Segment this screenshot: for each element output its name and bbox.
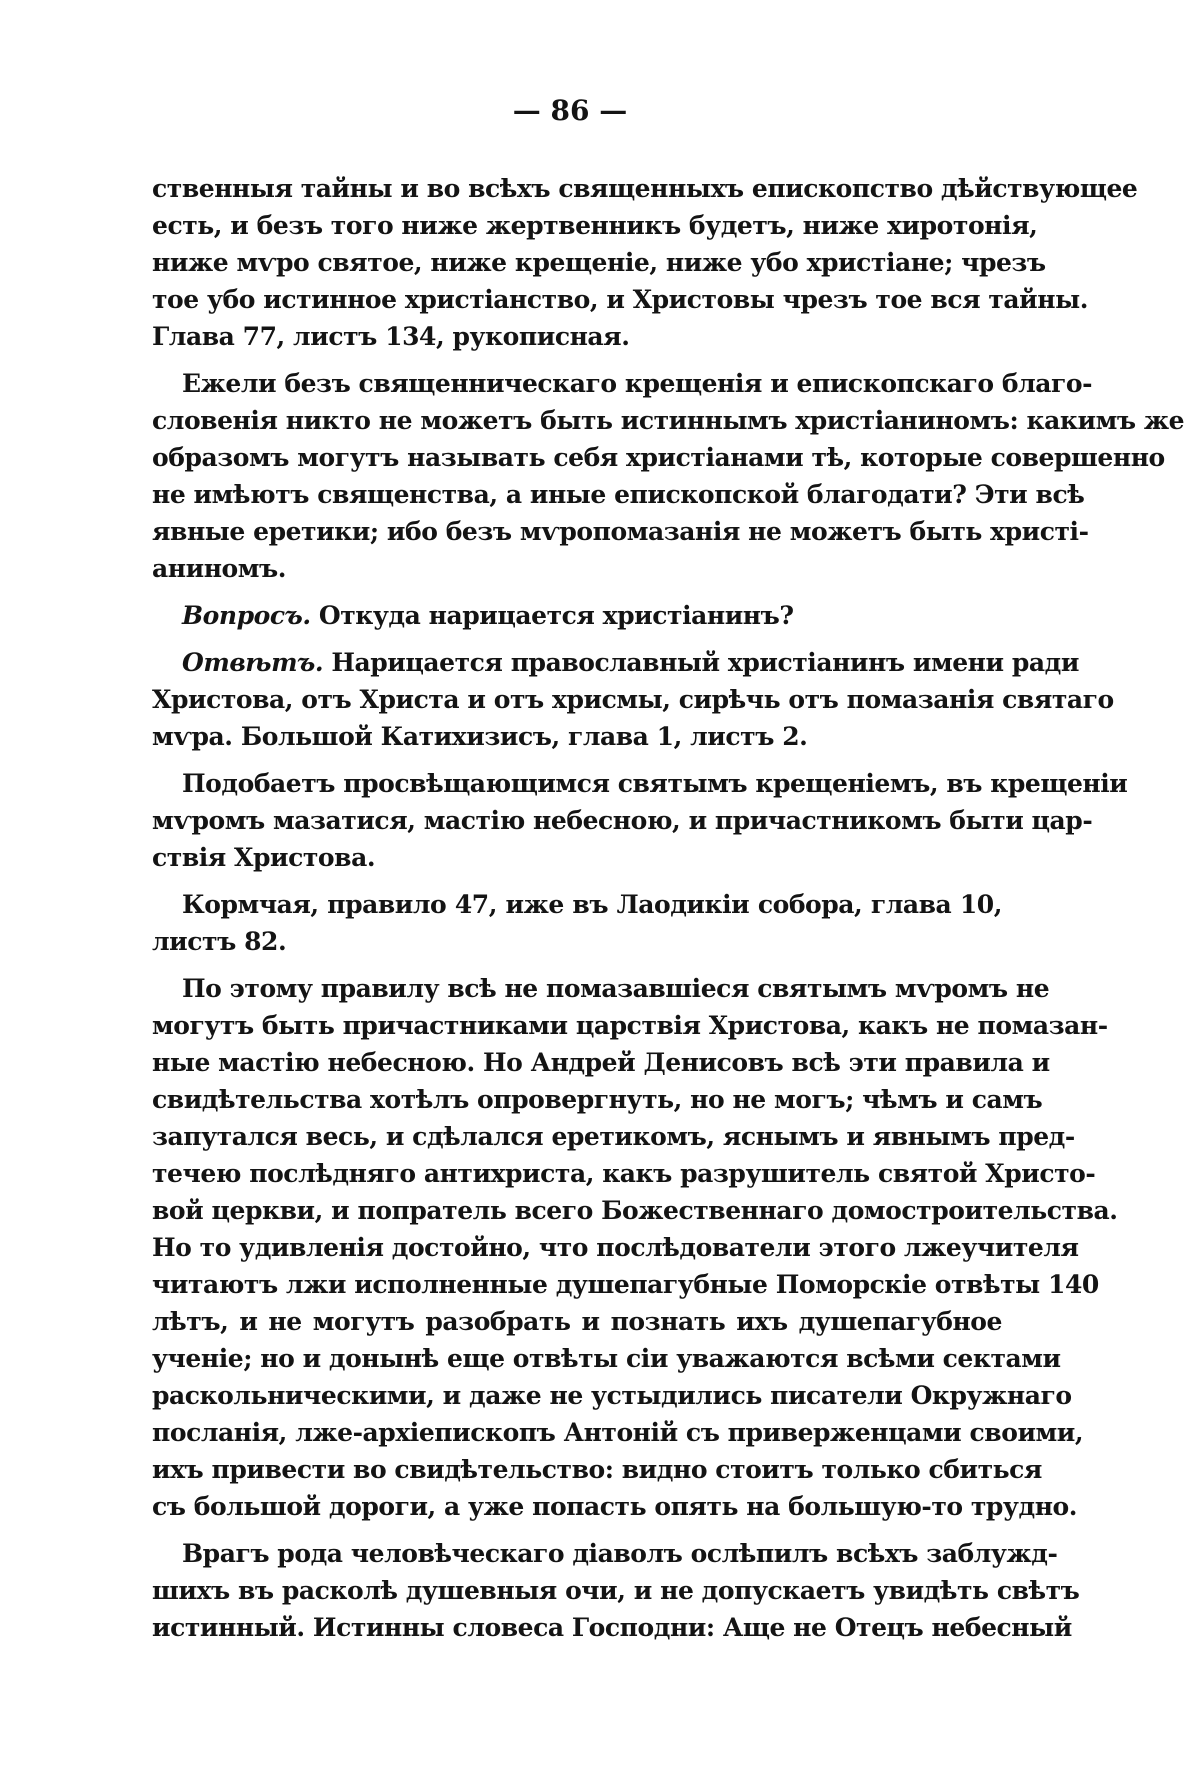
text-line: ученіе; но и донынѣ еще отвѣты сіи уважаются всѣми сектами <box>152 1344 1061 1373</box>
paragraph <box>152 170 1138 355</box>
answer-paragraph <box>152 644 1114 755</box>
text-line: съ большой дороги, а уже попасть опять на большую-то трудно. <box>152 1492 1078 1521</box>
text-line: Кормчая, правило 47, иже въ Лаодикіи собора, глава 10, <box>182 890 1002 919</box>
text-line: По этому правилу всѣ не помазавшіеся святымъ мѵромъ не <box>182 974 1050 1003</box>
text-line: ственныя тайны и во всѣхъ священныхъ епископство дѣйствующее <box>152 174 1138 203</box>
text-line: словенія никто не можетъ быть истиннымъ христіаниномъ: какимъ же <box>152 406 1184 435</box>
text-line: Но то удивленія достойно, что послѣдователи этого лжеучителя <box>152 1233 1079 1262</box>
text-line: течею послѣдняго антихриста, какъ разрушитель святой Христо- <box>152 1159 1096 1188</box>
text-line: мѵра. Большой Катихизисъ, глава 1, листъ 2. <box>152 722 808 751</box>
text-line: ствія Христова. <box>152 843 376 872</box>
question-text: Откуда нарицается христіанинъ? <box>318 601 794 630</box>
text-line: листъ 82. <box>152 927 287 956</box>
text-line: посланія, лже-архіепископъ Антоній съ приверженцами своими, <box>152 1418 1084 1447</box>
text-line: читаютъ лжи исполненные душепагубные Поморскіе отвѣты 140 <box>152 1270 1099 1299</box>
text-line: Подобаетъ просвѣщающимся святымъ крещеніемъ, въ крещеніи <box>182 769 1128 798</box>
text-line: ихъ привести во свидѣтельство: видно стоитъ только сбиться <box>152 1455 1042 1484</box>
text-line: могутъ быть причастниками царствія Христова, какъ не помазан- <box>152 1011 1108 1040</box>
text-line: образомъ могутъ называть себя христіанами тѣ, которые совершенно <box>152 443 1165 472</box>
paragraph <box>152 765 1128 876</box>
text-line: не имѣютъ священства, а иные епископской благодати? Эти всѣ <box>152 480 1085 509</box>
text-line: Христова, отъ Христа и отъ хрисмы, сирѣчь отъ помазанія святаго <box>152 685 1114 714</box>
answer-label: Отвѣтъ. <box>182 648 324 677</box>
text-line: Глава 77, листъ 134, рукописная. <box>152 322 630 351</box>
paragraph <box>152 886 1002 960</box>
text-line: есть, и безъ того ниже жертвенникъ будетъ, ниже хиротонія, <box>152 211 1038 240</box>
text-line: запутался весь, и сдѣлался еретикомъ, яснымъ и явнымъ пред- <box>152 1122 1075 1151</box>
text-line: раскольническими, и даже не устыдились писатели Окружнаго <box>152 1381 1072 1410</box>
page-number: — 86 — <box>512 94 628 127</box>
text-line: аниномъ. <box>152 554 287 583</box>
text-line: тое убо истинное христіанство, и Христовы чрезъ тое вся тайны. <box>152 285 1088 314</box>
text-line: мѵромъ мазатися, мастію небесною, и причастникомъ быти цар- <box>152 806 1093 835</box>
text-line: ниже мѵро святое, ниже крещеніе, ниже убо христіане; чрезъ <box>152 248 1046 277</box>
text-line: свидѣтельства хотѣлъ опровергнуть, но не могъ; чѣмъ и самъ <box>152 1085 1043 1114</box>
paragraph <box>152 1535 1080 1646</box>
answer-text: Нарицается православный христіанинъ имени ради <box>331 648 1079 677</box>
text-line: Врагъ рода человѣческаго діаволъ ослѣпилъ всѣхъ заблужд- <box>182 1539 1058 1568</box>
question-paragraph <box>152 597 1002 634</box>
text-line: явные еретики; ибо безъ мѵропомазанія не можетъ быть христі- <box>152 517 1089 546</box>
paragraph <box>152 365 1184 587</box>
text-line: лѣтъ, и не могутъ разобрать и познать ихъ душепагубное <box>152 1307 1002 1336</box>
page-text <box>152 170 1184 1656</box>
text-line: шихъ въ расколѣ душевныя очи, и не допускаетъ увидѣть свѣтъ <box>152 1576 1080 1605</box>
question-label: Вопросъ. <box>182 601 311 630</box>
text-line <box>152 644 1079 681</box>
paragraph <box>152 970 1118 1525</box>
text-line: ные мастію небесною. Но Андрей Денисовъ всѣ эти правила и <box>152 1048 1050 1077</box>
text-line <box>152 597 1002 634</box>
text-line: вой церкви, и попратель всего Божественнаго домостроительства. <box>152 1196 1118 1225</box>
text-line: Ежели безъ священническаго крещенія и епископскаго благо- <box>182 369 1093 398</box>
text-line: истинный. Истинны словеса Господни: Аще не Отецъ небесный <box>152 1613 1072 1642</box>
